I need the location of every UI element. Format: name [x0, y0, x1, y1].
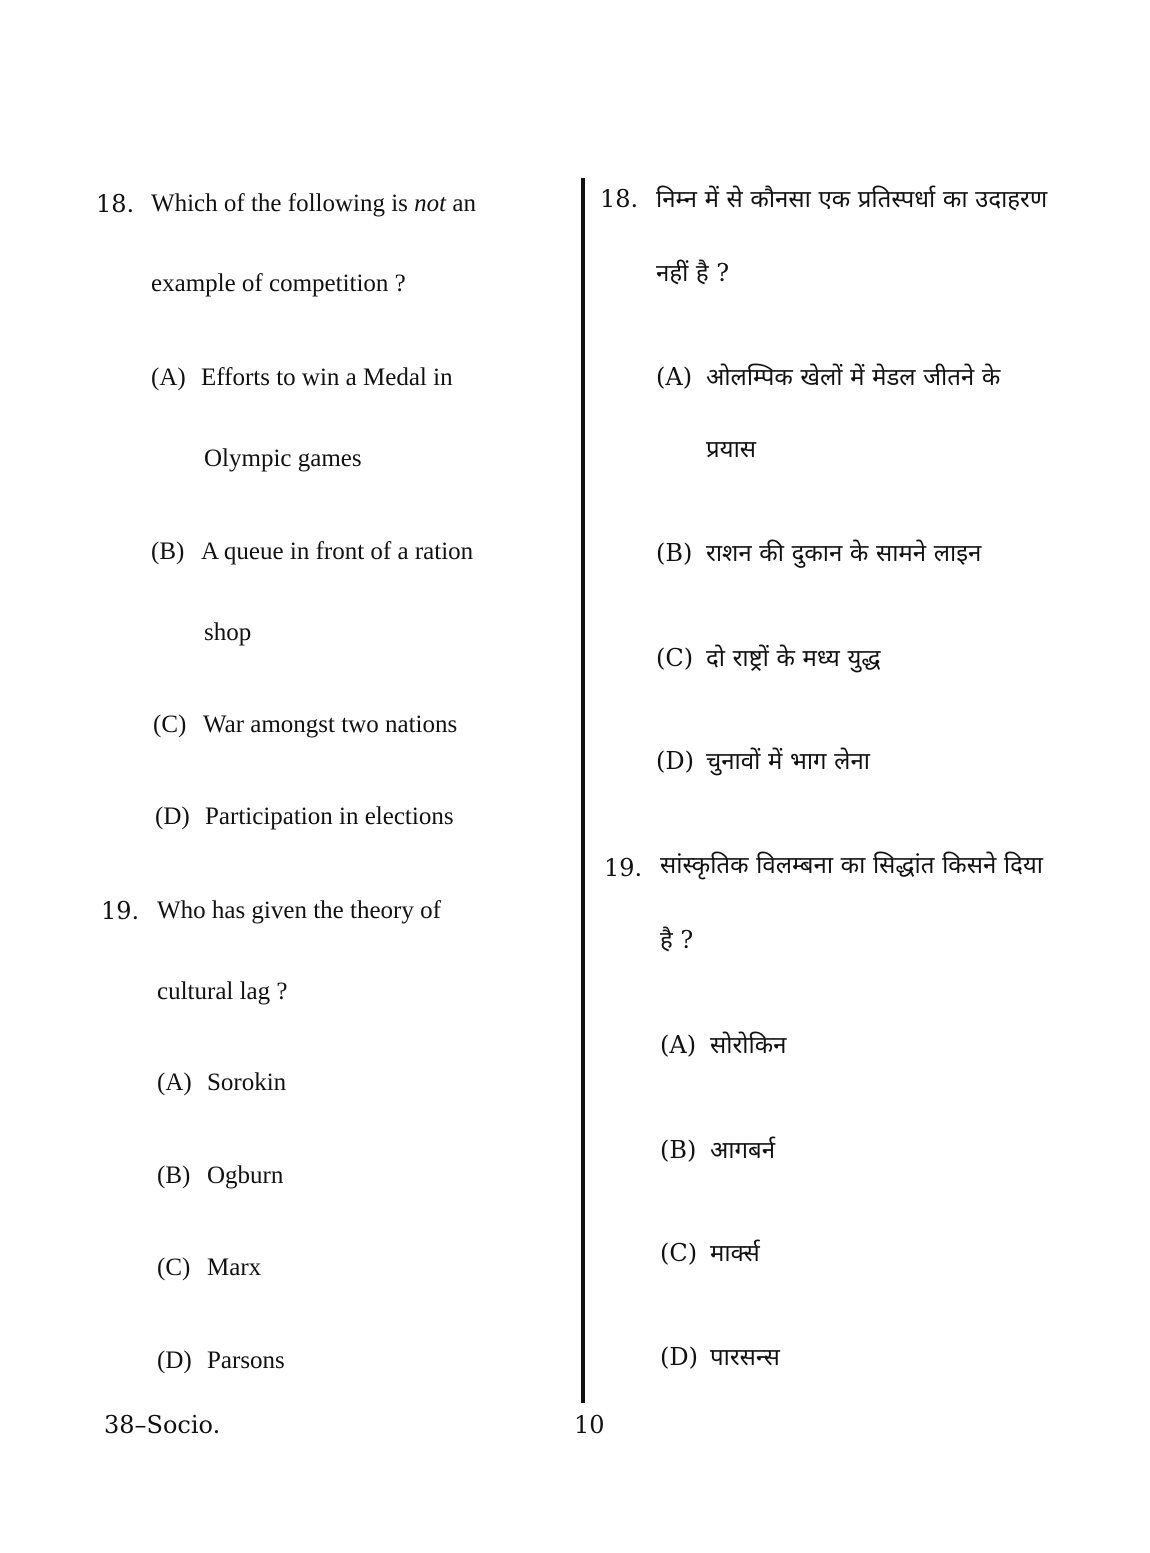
- option-text: पारसन्स: [710, 1343, 780, 1371]
- hindi-q18-option-a: [656, 362, 1000, 392]
- option-text: सोरोकिन: [710, 1031, 787, 1059]
- option-letter: (C): [660, 1239, 698, 1267]
- option-text: Sorokin: [207, 1069, 287, 1096]
- option-letter: (B): [157, 1162, 191, 1189]
- hindi-question-18-text-line2: नहीं है ?: [656, 259, 730, 287]
- option-letter: (A): [660, 1031, 697, 1059]
- q19-option-c: [157, 1253, 261, 1283]
- hindi-question-19-text-line1: सांस्कृतिक विलम्बना का सिद्धांत किसने दिया: [660, 851, 1043, 879]
- hindi-q18-option-a-line2: प्रयास: [706, 435, 757, 463]
- option-text: Parsons: [207, 1347, 285, 1374]
- option-text: Participation in elections: [205, 803, 454, 830]
- hindi-q19-option-d: [660, 1342, 780, 1372]
- question-19-number: 19.: [101, 897, 140, 925]
- question-18-text-line2: example of competition ?: [151, 270, 406, 297]
- option-letter: (D): [660, 1343, 698, 1371]
- q18-option-c: [153, 710, 457, 740]
- paper-code: 38–Socio.: [104, 1411, 221, 1439]
- option-letter: (C): [153, 711, 187, 738]
- option-letter: (B): [660, 1136, 697, 1164]
- option-letter: (D): [157, 1347, 192, 1374]
- hindi-q18-option-d: [656, 746, 870, 776]
- question-18-emphasis: not: [414, 190, 447, 217]
- hindi-q18-option-c: [656, 643, 881, 673]
- q18-option-b: [151, 537, 473, 567]
- option-letter: (C): [157, 1254, 191, 1281]
- option-text: Marx: [207, 1254, 262, 1281]
- option-letter: (D): [155, 803, 190, 830]
- option-letter: (C): [656, 644, 694, 672]
- question-19-text-line1: Who has given the theory of: [157, 897, 441, 924]
- q18-option-d: [155, 802, 454, 832]
- option-letter: (A): [157, 1069, 192, 1096]
- option-text: ओलम्पिक खेलों में मेडल जीतने के: [706, 363, 1001, 391]
- hindi-question-19-text-line2: है ?: [660, 926, 694, 954]
- option-letter: (A): [151, 364, 186, 391]
- option-letter: (B): [151, 538, 185, 565]
- option-text: Efforts to win a Medal in: [201, 364, 453, 391]
- question-19-text-line2: cultural lag ?: [157, 978, 288, 1005]
- option-text: आगबर्न: [710, 1136, 776, 1164]
- hindi-question-19-number: 19.: [604, 854, 643, 882]
- page-number: 10: [574, 1411, 605, 1439]
- hindi-q19-option-b: [660, 1135, 775, 1165]
- question-18-text-part-a: Which of the following is: [151, 190, 408, 217]
- question-18-text-line1: [151, 189, 476, 219]
- q18-option-a: [151, 363, 453, 393]
- option-text: A queue in front of a ration: [201, 538, 474, 565]
- hindi-q19-option-c: [660, 1238, 760, 1268]
- option-text: चुनावों में भाग लेना: [706, 747, 870, 775]
- option-text: राशन की दुकान के सामने लाइन: [706, 539, 982, 567]
- hindi-column: [590, 0, 1150, 1553]
- hindi-question-18-number: 18.: [600, 185, 639, 213]
- option-text: दो राष्ट्रों के मध्य युद्ध: [706, 644, 881, 672]
- option-text: Ogburn: [207, 1162, 284, 1189]
- question-18-text-part-b: an: [452, 190, 476, 217]
- option-text: War amongst two nations: [203, 711, 458, 738]
- option-text: मार्क्स: [710, 1239, 760, 1267]
- question-18-number: 18.: [96, 190, 135, 218]
- column-divider: [581, 178, 585, 1403]
- option-letter: (A): [656, 363, 693, 391]
- option-letter: (B): [656, 539, 693, 567]
- option-letter: (D): [656, 747, 694, 775]
- hindi-q18-option-b: [656, 538, 981, 568]
- q18-option-a-line2: Olympic games: [204, 445, 362, 472]
- hindi-question-18-text-line1: निम्न में से कौनसा एक प्रतिस्पर्धा का उदाहरण: [656, 185, 1048, 213]
- q18-option-b-line2: shop: [204, 619, 252, 646]
- q19-option-d: [157, 1346, 285, 1376]
- q19-option-a: [157, 1068, 286, 1098]
- hindi-q19-option-a: [660, 1030, 786, 1060]
- q19-option-b: [157, 1161, 283, 1191]
